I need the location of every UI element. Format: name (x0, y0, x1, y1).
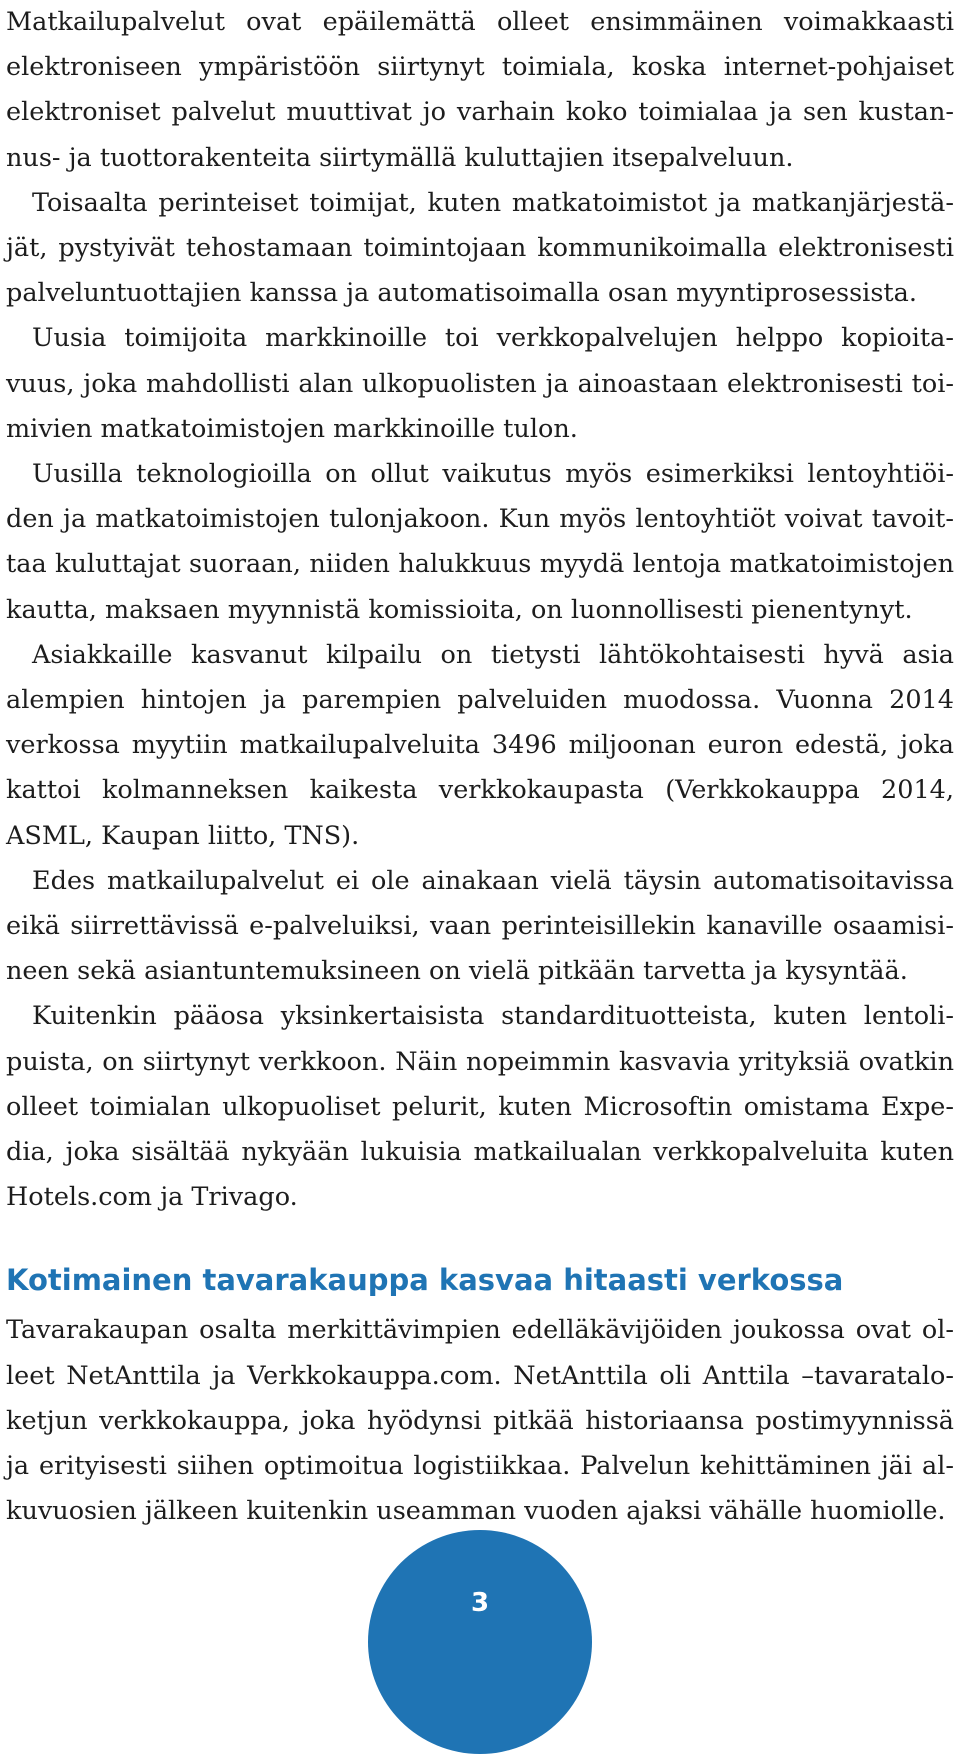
paragraph-2: Toisaalta perinteiset toimijat, kuten matkatoimistot ja matkanjärjestäjät, pystyivät tehostamaan toimintojaan kommunikoimalla elektronisesti palveluntuottajien kanssa ja automatisoimalla osan myyntiprosessista. (6, 187, 954, 309)
page-number: 3 (470, 1588, 490, 1618)
paragraph-4: Uusilla teknologioilla on ollut vaikutus myös esimerkiksi lentoyhtiöiden ja matkatoimistojen tulonjakoon. Kun myös lentoyhtiöt voivat tavoittaa kuluttajat suoraan, niiden halukkuus myydä lentoja matkatoimistojen kautta, maksaen myynnistä komissioita, on luonnollisesti pienentynyt. (6, 459, 954, 625)
section-heading: Kotimainen tavarakauppa kasvaa hitaasti verkossa (6, 1263, 844, 1298)
paragraph-6: Edes matkailupalvelut ei ole ainakaan vielä täysin automatisoitavissa eikä siirrettävissä e-palveluiksi, vaan perinteisillekin kanaville osaamisineen sekä asiantuntemuksineen on vielä pitkään tarvetta ja kysyntää. (6, 865, 954, 987)
page-number-badge (368, 1530, 592, 1754)
paragraph-1: Matkailupalvelut ovat epäilemättä olleet ensimmäinen voimakkaasti elektroniseen ympäristöön siirtynyt toimiala, koska internet-pohjaiset elektroniset palvelut muuttivat jo varhain koko toimialaa ja sen kustannus- ja tuottorakenteita siirtymällä kuluttajien itsepalveluun. (6, 7, 954, 173)
paragraph-3: Uusia toimijoita markkinoille toi verkkopalvelujen helppo kopioitavuus, joka mahdollisti alan ulkopuolisten ja ainoastaan elektronisesti toimivien matkatoimistojen markkinoille tulon. (6, 323, 954, 444)
paragraph-5: Asiakkaille kasvanut kilpailu on tietysti lähtökohtaisesti hyvä asia alempien hintojen ja parempien palveluiden muodossa. Vuonna 2014 verkossa myytiin matkailupalveluita 3496 miljoonan euron edestä, joka kattoi kolmanneksen kaikesta verkkokaupasta (Verkkokauppa 2014, ASML, Kaupan liitto, TNS). (6, 639, 954, 851)
document-page (6, 0, 954, 1535)
paragraph-7: Kuitenkin pääosa yksinkertaisista standardituotteista, kuten lentolipuista, on siirtynyt verkkoon. Näin nopeimmin kasvavia yrityksiä ovatkin olleet toimialan ulkopuoliset pelurit, kuten Microsoftin omistama Expedia, joka sisältää nykyään lukuisia matkailualan verkkopalveluita kuten Hotels.com ja Trivago. (6, 1001, 954, 1213)
section-paragraph: Tavarakaupan osalta merkittävimpien edelläkävijöiden joukossa ovat olleet NetAnttila ja Verkkokauppa.com. NetAnttila oli Anttila –tavarataloketjun verkkokauppa, joka hyödynsi pitkää historiaansa postimyynnissä ja erityisesti siihen optimoitua logistiikkaa. Palvelun kehittäminen jäi alkuvuosien jälkeen kuitenkin useamman vuoden ajaksi vähälle huomiolle. (6, 1315, 954, 1527)
